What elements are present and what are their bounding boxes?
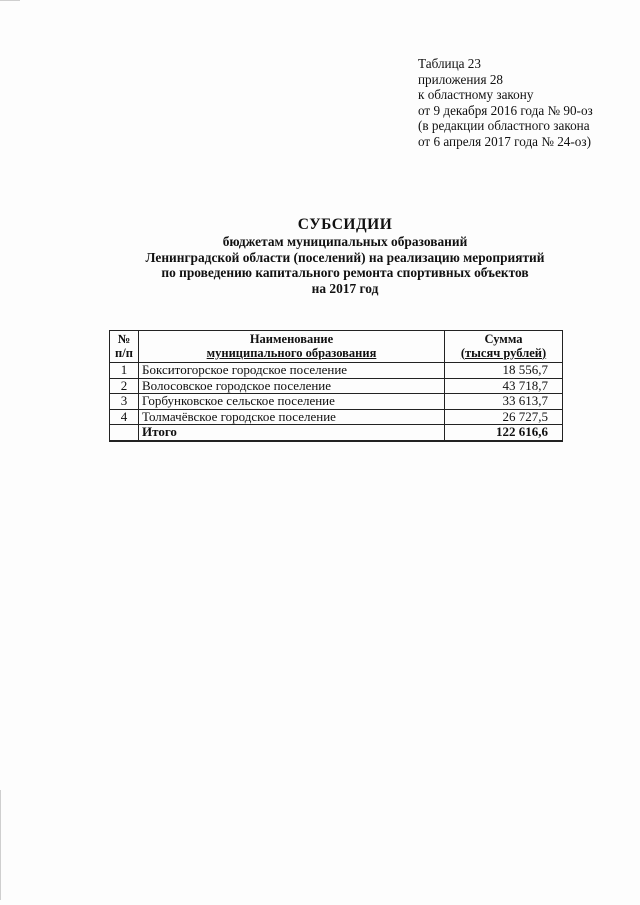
row-sum: 26 727,5	[445, 409, 563, 425]
table-row	[110, 363, 563, 379]
header-number	[110, 331, 139, 363]
subsidies-table-wrapper	[109, 330, 563, 442]
note-line-revision: (в редакции областного закона	[418, 118, 590, 134]
note-line-law: к областному закону	[418, 87, 534, 103]
header-sum-line-1: Сумма	[484, 332, 523, 346]
note-line-revision-date: от 6 апреля 2017 года № 24-оз)	[418, 133, 591, 149]
row-name: Волосовское городское поселение	[139, 378, 445, 394]
table-reference-note	[418, 56, 593, 150]
title-line-1: бюджетам муниципальных образований	[222, 234, 468, 249]
row-sum: 33 613,7	[445, 394, 563, 410]
note-line-table-number: Таблица 23	[418, 56, 481, 71]
total-number-cell	[110, 425, 139, 441]
row-number: 3	[110, 394, 139, 410]
title-line-2: Ленинградской области (поселений) на реализацию мероприятий	[145, 249, 545, 265]
row-name: Бокситогорское городское поселение	[139, 363, 445, 379]
title-line-3: по проведению капитального ремонта спортивных объектов	[161, 265, 529, 280]
total-sum: 122 616,6	[445, 425, 563, 441]
header-sum-line-2: (тысяч рублей)	[460, 345, 547, 360]
row-sum: 18 556,7	[445, 363, 563, 379]
header-name-line-2: муниципального образования	[206, 345, 377, 360]
scan-artifact-left	[0, 790, 1, 900]
table-row	[110, 378, 563, 394]
total-label: Итого	[139, 425, 445, 441]
table-row	[110, 409, 563, 425]
row-number: 2	[110, 378, 139, 394]
note-line-law-date: от 9 декабря 2016 года № 90-оз	[418, 102, 593, 118]
header-sum	[445, 331, 563, 363]
scan-artifact-top	[0, 0, 20, 1]
header-name-line-1: Наименование	[249, 332, 334, 346]
row-number: 4	[110, 409, 139, 425]
header-name	[139, 331, 445, 363]
table-header-row	[110, 331, 563, 363]
table-row	[110, 394, 563, 410]
row-name: Горбунковское сельское поселение	[139, 394, 445, 410]
title-line-4: на 2017 год	[311, 280, 379, 296]
note-line-appendix: приложения 28	[418, 71, 504, 87]
row-number: 1	[110, 363, 139, 379]
title-main: СУБСИДИИ	[297, 216, 393, 233]
document-title	[0, 216, 640, 296]
header-number-line-1: №	[117, 332, 131, 346]
row-name: Толмачёвское городское поселение	[139, 409, 445, 425]
row-sum: 43 718,7	[445, 378, 563, 394]
header-number-line-2: п/п	[115, 345, 133, 360]
subsidies-table	[109, 330, 563, 442]
table-total-row	[110, 425, 563, 441]
